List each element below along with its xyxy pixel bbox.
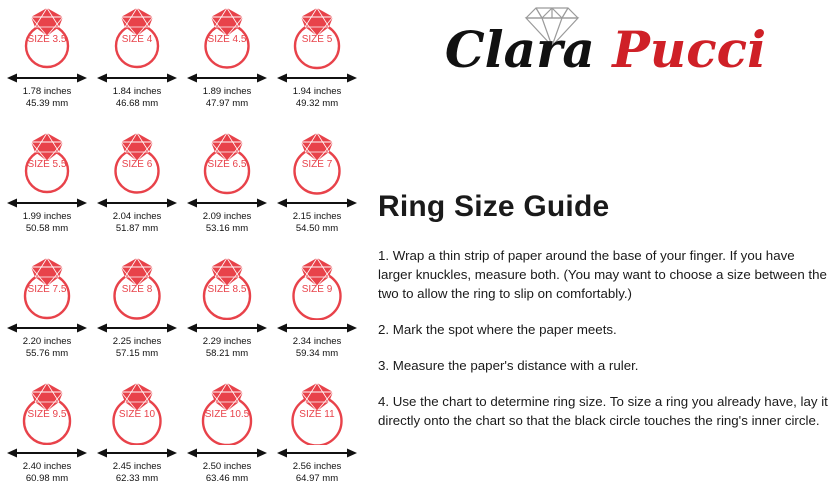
measurement-mm: 45.39 mm: [25, 97, 69, 109]
ring-size-cell: [2, 375, 92, 500]
double-arrow-icon: [275, 447, 359, 459]
ring-size-label: SIZE 6.5: [207, 159, 247, 170]
measurement-mm: 58.21 mm: [205, 347, 249, 359]
diameter-arrow: [185, 196, 269, 210]
measurement-mm: 62.33 mm: [115, 472, 159, 484]
ring-measurement: [293, 86, 342, 109]
measurement-mm: 64.97 mm: [295, 472, 339, 484]
ring-size-label: SIZE 11: [299, 409, 335, 420]
measurement-mm: 54.50 mm: [295, 222, 339, 234]
ring-illustration: [279, 254, 355, 320]
ring-size-cell: [182, 375, 272, 500]
ring-size-cell: [92, 125, 182, 250]
ring-size-label: SIZE 4: [121, 34, 153, 45]
ring-measurement: [203, 86, 252, 109]
measurement-inches: 2.09 inches: [202, 211, 252, 222]
diameter-arrow: [5, 71, 89, 85]
double-arrow-icon: [185, 72, 269, 84]
measurement-inches: 2.40 inches: [22, 461, 72, 472]
diameter-arrow: [185, 71, 269, 85]
double-arrow-icon: [275, 72, 359, 84]
ring-measurement: [23, 211, 72, 234]
ring-measurement: [113, 336, 162, 359]
diameter-arrow: [275, 196, 359, 210]
ring-size-label: SIZE 7: [301, 159, 333, 170]
guide-step-3: 3. Measure the paper's distance with a ruler.: [378, 358, 639, 373]
brand-wordmark: [372, 20, 839, 79]
double-arrow-icon: [275, 322, 359, 334]
ring-illustration: [99, 379, 175, 445]
measurement-inches: 2.25 inches: [112, 336, 162, 347]
ring-measurement: [203, 211, 252, 234]
measurement-mm: 57.15 mm: [115, 347, 159, 359]
ring-size-cell: [272, 0, 362, 125]
measurement-mm: 53.16 mm: [205, 222, 249, 234]
ring-size-cell: [182, 250, 272, 375]
ring-illustration: [99, 4, 175, 70]
ring-illustration: [99, 254, 175, 320]
ring-size-label: SIZE 8: [121, 284, 153, 295]
measurement-mm: 47.97 mm: [205, 97, 249, 109]
ring-illustration: [279, 379, 355, 445]
double-arrow-icon: [95, 197, 179, 209]
diameter-arrow: [275, 71, 359, 85]
ring-measurement: [23, 86, 72, 109]
measurement-mm: 46.68 mm: [115, 97, 159, 109]
ring-size-chart: [0, 0, 362, 501]
double-arrow-icon: [5, 322, 89, 334]
measurement-inches: 2.56 inches: [292, 461, 342, 472]
ring-measurement: [293, 461, 342, 484]
ring-size-cell: [272, 250, 362, 375]
ring-size-cell: [182, 125, 272, 250]
measurement-mm: 50.58 mm: [25, 222, 69, 234]
diameter-arrow: [95, 321, 179, 335]
ring-size-cell: [2, 250, 92, 375]
diameter-arrow: [95, 71, 179, 85]
ring-illustration: [189, 4, 265, 70]
ring-size-cell: [272, 125, 362, 250]
diameter-arrow: [275, 446, 359, 460]
ring-measurement: [23, 336, 72, 359]
ring-illustration: [279, 4, 355, 70]
ring-measurement: [113, 211, 162, 234]
guide-step-4: 4. Use the chart to determine ring size. To size a ring you already have, lay it directly onto the chart so that the black circle touches the ring's inner circle.: [378, 394, 828, 428]
double-arrow-icon: [95, 447, 179, 459]
double-arrow-icon: [5, 447, 89, 459]
brand-logo: [372, 0, 839, 120]
ring-illustration: [9, 254, 85, 320]
double-arrow-icon: [5, 197, 89, 209]
diameter-arrow: [275, 321, 359, 335]
measurement-inches: 2.34 inches: [292, 336, 342, 347]
ring-measurement: [293, 336, 342, 359]
ring-size-cell: [92, 250, 182, 375]
measurement-mm: 51.87 mm: [115, 222, 159, 234]
double-arrow-icon: [185, 197, 269, 209]
measurement-mm: 59.34 mm: [295, 347, 339, 359]
measurement-inches: 2.15 inches: [292, 211, 342, 222]
ring-illustration: [189, 129, 265, 195]
measurement-inches: 1.84 inches: [112, 86, 162, 97]
measurement-inches: 2.29 inches: [202, 336, 252, 347]
ring-size-label: SIZE 6: [121, 159, 153, 170]
ring-size-cell: [92, 375, 182, 500]
ring-size-label: SIZE 9.5: [27, 409, 67, 420]
ring-measurement: [113, 461, 162, 484]
measurement-inches: 1.78 inches: [22, 86, 72, 97]
double-arrow-icon: [185, 447, 269, 459]
diameter-arrow: [95, 446, 179, 460]
double-arrow-icon: [95, 322, 179, 334]
measurement-inches: 2.04 inches: [112, 211, 162, 222]
diameter-arrow: [185, 321, 269, 335]
ring-size-cell: [2, 125, 92, 250]
ring-illustration: [9, 379, 85, 445]
measurement-inches: 1.89 inches: [202, 86, 252, 97]
ring-measurement: [203, 336, 252, 359]
ring-size-cell: [272, 375, 362, 500]
diameter-arrow: [185, 446, 269, 460]
brand-name-first: Clara: [444, 20, 595, 79]
ring-size-label: SIZE 5: [301, 34, 333, 45]
ring-measurement: [293, 211, 342, 234]
diameter-arrow: [95, 196, 179, 210]
ring-measurement: [203, 461, 252, 484]
ring-illustration: [279, 129, 355, 195]
ring-illustration: [9, 4, 85, 70]
ring-size-label: SIZE 5.5: [27, 159, 67, 170]
measurement-mm: 55.76 mm: [25, 347, 69, 359]
double-arrow-icon: [95, 72, 179, 84]
ring-size-label: SIZE 10: [118, 409, 156, 420]
ring-size-label: SIZE 8.5: [207, 284, 247, 295]
measurement-inches: 1.94 inches: [292, 86, 342, 97]
measurement-mm: 63.46 mm: [205, 472, 249, 484]
measurement-inches: 2.45 inches: [112, 461, 162, 472]
ring-size-label: SIZE 9: [301, 284, 333, 295]
ring-measurement: [23, 461, 72, 484]
ring-size-label: SIZE 7.5: [27, 284, 67, 295]
brand-name-second: Pucci: [612, 20, 767, 79]
page-title: Ring Size Guide: [378, 190, 610, 223]
ring-size-label: SIZE 4.5: [207, 34, 247, 45]
diameter-arrow: [5, 446, 89, 460]
ring-size-cell: [92, 0, 182, 125]
ring-illustration: [9, 129, 85, 195]
measurement-inches: 2.50 inches: [202, 461, 252, 472]
ring-illustration: [189, 254, 265, 320]
guide-step-1: 1. Wrap a thin strip of paper around the base of your finger. If you have larger knuckles, measure both. (You may want to choose a size between the two to allow the ring to slip on comfortably.): [378, 248, 827, 301]
double-arrow-icon: [275, 197, 359, 209]
diameter-arrow: [5, 321, 89, 335]
ring-size-label: SIZE 10.5: [204, 409, 250, 420]
double-arrow-icon: [185, 322, 269, 334]
ring-size-cell: [2, 0, 92, 125]
ring-illustration: [99, 129, 175, 195]
ring-size-label: SIZE 3.5: [27, 34, 67, 45]
ring-illustration: [189, 379, 265, 445]
ring-measurement: [113, 86, 162, 109]
diameter-arrow: [5, 196, 89, 210]
double-arrow-icon: [5, 72, 89, 84]
measurement-inches: 1.99 inches: [22, 211, 72, 222]
measurement-mm: 49.32 mm: [295, 97, 339, 109]
guide-step-2: 2. Mark the spot where the paper meets.: [378, 322, 617, 337]
ring-size-guide-text: [378, 190, 828, 447]
measurement-mm: 60.98 mm: [25, 472, 69, 484]
measurement-inches: 2.20 inches: [22, 336, 72, 347]
ring-size-cell: [182, 0, 272, 125]
